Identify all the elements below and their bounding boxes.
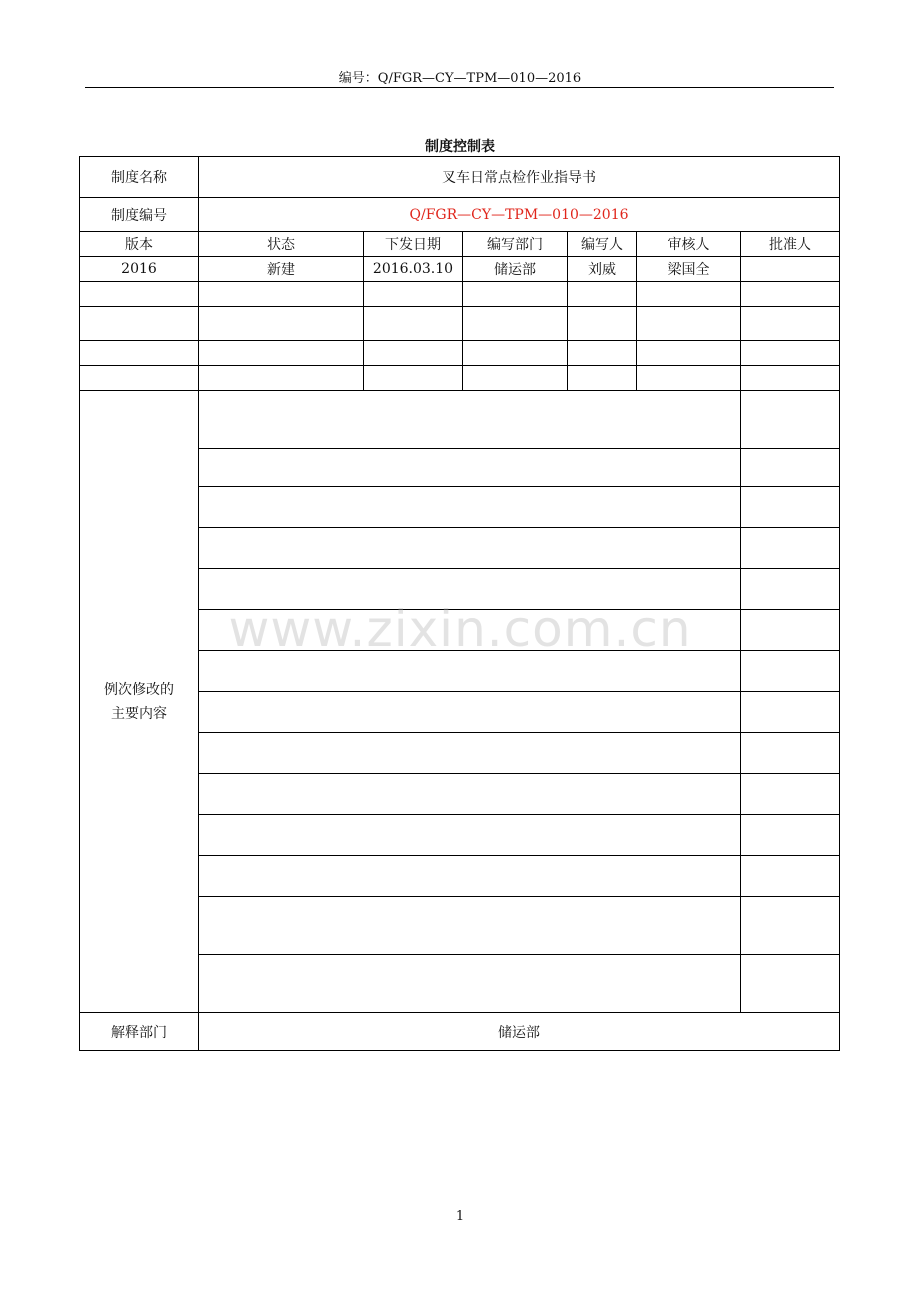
watermark: www.zixin.com.cn <box>228 600 692 658</box>
revision-note-cell <box>741 391 840 449</box>
empty-cell <box>364 282 463 307</box>
revision-label-line2: 主要内容 <box>111 705 167 722</box>
system-name-value: 叉车日常点检作业指导书 <box>199 157 840 198</box>
interpretation-row <box>80 1013 840 1051</box>
table-title: 制度控制表 <box>425 139 495 155</box>
empty-cell <box>364 307 463 341</box>
empty-cell <box>463 282 568 307</box>
cell-issue-date: 2016.03.10 <box>364 257 463 282</box>
empty-cell <box>199 282 364 307</box>
empty-cell <box>637 307 741 341</box>
empty-cell <box>80 307 199 341</box>
empty-cell <box>637 282 741 307</box>
revision-content-cell <box>199 487 741 528</box>
empty-cell <box>637 366 741 391</box>
revision-content-cell <box>199 449 741 487</box>
revision-content-cell <box>199 815 741 856</box>
empty-cell <box>568 282 637 307</box>
column-header-author-dept: 编写部门 <box>463 232 568 257</box>
table-row <box>80 307 840 341</box>
revision-content-cell <box>199 955 741 1013</box>
revision-content-cell <box>199 528 741 569</box>
revision-note-cell <box>741 449 840 487</box>
column-header-status: 状态 <box>199 232 364 257</box>
revision-content-cell <box>199 692 741 733</box>
system-code-label: 制度编号 <box>80 198 199 232</box>
column-header-reviewer: 审核人 <box>637 232 741 257</box>
revision-note-cell <box>741 856 840 897</box>
cell-approver <box>741 257 840 282</box>
page-number: 1 <box>455 1209 465 1224</box>
revision-note-cell <box>741 487 840 528</box>
system-name-label: 制度名称 <box>80 157 199 198</box>
cell-reviewer: 梁国全 <box>637 257 741 282</box>
cell-version: 2016 <box>80 257 199 282</box>
table-row <box>80 341 840 366</box>
revision-note-cell <box>741 955 840 1013</box>
empty-cell <box>568 307 637 341</box>
document-code-header: 编号：Q/FGR—CY—TPM—010—2016 <box>338 71 582 86</box>
empty-cell <box>199 341 364 366</box>
cell-author-dept: 储运部 <box>463 257 568 282</box>
column-header-issue-date: 下发日期 <box>364 232 463 257</box>
empty-cell <box>199 307 364 341</box>
system-code-value: Q/FGR—CY—TPM—010—2016 <box>199 198 840 232</box>
cell-status: 新建 <box>199 257 364 282</box>
version-header-row <box>80 232 840 257</box>
empty-cell <box>80 341 199 366</box>
revision-note-cell <box>741 815 840 856</box>
empty-cell <box>80 366 199 391</box>
empty-cell <box>741 282 840 307</box>
revision-label <box>80 391 199 1013</box>
interpretation-value: 储运部 <box>199 1013 840 1051</box>
empty-cell <box>741 307 840 341</box>
revision-note-cell <box>741 528 840 569</box>
system-name-row <box>80 157 840 198</box>
revision-content-cell <box>199 856 741 897</box>
empty-cell <box>364 341 463 366</box>
revision-note-cell <box>741 692 840 733</box>
column-header-approver: 批准人 <box>741 232 840 257</box>
header-rule <box>85 87 834 88</box>
empty-cell <box>741 341 840 366</box>
revision-note-cell <box>741 897 840 955</box>
revision-note-cell <box>741 733 840 774</box>
empty-cell <box>741 366 840 391</box>
table-row <box>80 282 840 307</box>
column-header-version: 版本 <box>80 232 199 257</box>
column-header-author: 编写人 <box>568 232 637 257</box>
empty-cell <box>463 341 568 366</box>
empty-cell <box>637 341 741 366</box>
revision-content-cell <box>199 733 741 774</box>
empty-cell <box>199 366 364 391</box>
table-row <box>80 366 840 391</box>
interpretation-label: 解释部门 <box>80 1013 199 1051</box>
empty-cell <box>364 366 463 391</box>
empty-cell <box>80 282 199 307</box>
table-row <box>80 257 840 282</box>
revision-row <box>80 391 840 449</box>
revision-content-cell <box>199 774 741 815</box>
revision-note-cell <box>741 774 840 815</box>
revision-content-cell <box>199 897 741 955</box>
revision-label-line1: 例次修改的 <box>104 681 174 698</box>
system-code-row <box>80 198 840 232</box>
empty-cell <box>568 366 637 391</box>
revision-content-cell <box>199 391 741 449</box>
empty-cell <box>463 307 568 341</box>
cell-author: 刘威 <box>568 257 637 282</box>
empty-cell <box>568 341 637 366</box>
empty-cell <box>463 366 568 391</box>
